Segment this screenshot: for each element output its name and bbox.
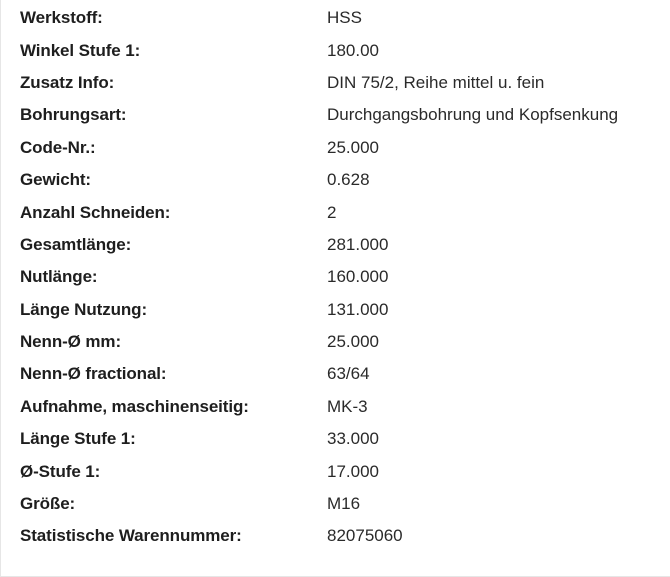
spec-value: 33.000 [327,429,379,449]
spec-row-werkstoff [20,2,657,34]
spec-row-nenn-durchmesser-fractional [20,358,657,390]
spec-label: Länge Stufe 1: [20,429,136,449]
spec-label: Statistische Warennummer: [20,526,242,546]
spec-value: 0.628 [327,170,370,190]
spec-label: Nenn-Ø mm: [20,332,122,352]
frame-left-border [0,0,1,577]
spec-row-code-nr [20,132,657,164]
spec-row-statistische-warennummer [20,520,657,552]
spec-label: Gewicht: [20,170,91,190]
spec-row-nutlaenge [20,261,657,293]
spec-value: 25.000 [327,332,379,352]
spec-row-gesamtlaenge [20,229,657,261]
spec-value: HSS [327,8,362,28]
spec-row-zusatz-info [20,67,657,99]
spec-value: MK-3 [327,396,368,416]
spec-value: M16 [327,494,361,514]
spec-label: Aufnahme, maschinenseitig: [20,396,249,416]
spec-table [20,2,657,553]
spec-value: Durchgangsbohrung und Kopfsenkung [327,105,619,125]
spec-value: DIN 75/2, Reihe mittel u. fein [327,72,545,92]
spec-label: Nenn-Ø fractional: [20,364,167,384]
spec-value: 281.000 [327,234,389,254]
spec-label: Länge Nutzung: [20,299,148,319]
spec-row-nenn-durchmesser-mm [20,326,657,358]
spec-label: Anzahl Schneiden: [20,202,171,222]
spec-label: Größe: [20,494,76,514]
spec-row-aufnahme [20,391,657,423]
spec-label: Werkstoff: [20,8,103,28]
spec-value: 25.000 [327,137,379,157]
spec-label: Bohrungsart: [20,105,127,125]
spec-label: Code-Nr.: [20,137,96,157]
spec-row-laenge-nutzung [20,294,657,326]
spec-value: 17.000 [327,461,379,481]
spec-value: 82075060 [327,526,403,546]
spec-value: 160.000 [327,267,389,287]
spec-row-groesse [20,488,657,520]
spec-value: 131.000 [327,299,389,319]
spec-value: 180.00 [327,40,379,60]
spec-label: Zusatz Info: [20,72,115,92]
spec-label: Ø-Stufe 1: [20,461,101,481]
spec-row-durchmesser-stufe-1 [20,455,657,487]
spec-label: Gesamtlänge: [20,234,132,254]
spec-row-anzahl-schneiden [20,196,657,228]
spec-row-bohrungsart [20,99,657,131]
spec-label: Nutlänge: [20,267,98,287]
spec-value: 2 [327,202,337,222]
spec-row-gewicht [20,164,657,196]
spec-row-laenge-stufe-1 [20,423,657,455]
spec-value: 63/64 [327,364,370,384]
spec-row-winkel-stufe-1 [20,34,657,66]
spec-label: Winkel Stufe 1: [20,40,141,60]
